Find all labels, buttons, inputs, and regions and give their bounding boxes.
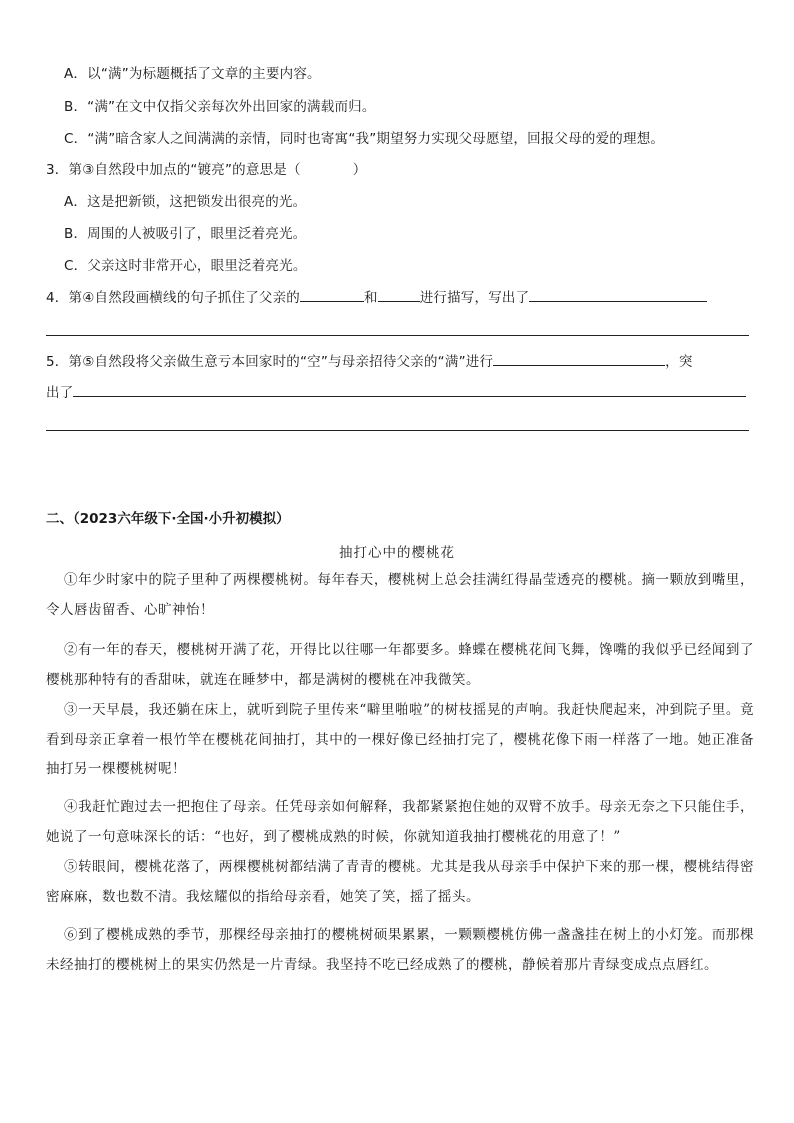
q4-blank-3[interactable]: [529, 287, 707, 302]
q5-text-3: 出了: [46, 385, 74, 401]
q4-text-2: 和: [364, 290, 378, 306]
q3-stem-text: 3．第③自然段中加点的“镀亮”的意思是（: [46, 162, 301, 178]
article-paragraph-3: ③一天早晨，我还躺在床上，就听到院子里传来“噼里啪啦”的树枝摇晃的声响。我赶快爬起来，冲到院子里。竟看到母亲正拿着一根竹竿在樱桃花间抽打，其中的一棵好像已经抽打完了，樱桃花像下雨一样落了一地。她正准备抽打另一棵樱桃树呢！: [46, 702, 754, 777]
article-paragraph-5: ⑤转眼间，樱桃花落了，两棵樱桃树都结满了青青的樱桃。尤其是我从母亲手中保护下来的那一棵，樱桃结得密密麻麻，数也数不清。我炫耀似的指给母亲看，她笑了笑，摇了摇头。: [46, 859, 754, 905]
article-paragraph-4: ④我赶忙跑过去一把抱住了母亲。任凭母亲如何解释，我都紧紧抱住她的双臂不放手。母亲无奈之下只能住手，她说了一句意味深长的话：“也好，到了樱桃成熟的时候，你就知道我抽打樱桃花的用意了！”: [46, 799, 754, 845]
q5-answer-line[interactable]: [46, 430, 749, 431]
q3-option-a: A．这是把新锁，这把锁发出很亮的光。: [64, 194, 307, 210]
q4-line: [46, 287, 707, 308]
article-paragraph-2: ②有一年的春天，樱桃树开满了花，开得比以往哪一年都要多。蜂蝶在樱桃花间飞舞，馋嘴的我似乎已经闻到了樱桃那种特有的香甜味，就连在睡梦中，都是满树的樱桃在冲我微笑。: [46, 642, 754, 688]
q4-text-1: 4．第④自然段画横线的句子抓住了父亲的: [46, 290, 300, 306]
section-heading: 二、（2023六年级下·全国·小升初模拟）: [46, 511, 290, 527]
q5-text-1: 5．第⑤自然段将父亲做生意亏本回家时的“空”与母亲招待父亲的“满”进行: [46, 354, 494, 370]
q2-option-b: B．“满”在文中仅指父亲每次外出回家的满载而归。: [64, 99, 376, 115]
article-title: 抽打心中的樱桃花: [339, 545, 455, 561]
q2-option-a: A．以“满”为标题概括了文章的主要内容。: [64, 66, 321, 82]
q4-blank-1[interactable]: [300, 287, 364, 302]
article-paragraph-1: ①年少时家中的院子里种了两棵樱桃树。每年春天，樱桃树上总会挂满红得晶莹透亮的樱桃。摘一颗放到嘴里，令人唇齿留香、心旷神怡！: [46, 572, 754, 618]
q5-blank-2[interactable]: [73, 382, 746, 397]
q5-line-2: [46, 382, 746, 403]
q3-stem-close: ）: [352, 162, 367, 178]
q4-blank-2[interactable]: [378, 287, 420, 302]
q5-blank-1[interactable]: [493, 351, 665, 366]
q5-line: [46, 351, 693, 372]
q3-stem: [46, 160, 366, 180]
article-paragraph-6: ⑥到了樱桃成熟的季节，那棵经母亲抽打的樱桃树硕果累累，一颗颗樱桃仿佛一盏盏挂在树上的小灯笼。而那棵未经抽打的樱桃树上的果实仍然是一片青绿。我坚持不吃已经成熟了的樱桃，静候着那片青绿变成点点唇红。: [46, 927, 754, 973]
q3-option-c: C．父亲这时非常开心，眼里泛着亮光。: [64, 258, 307, 274]
q2-option-c: C．“满”暗含家人之间满满的亲情，同时也寄寓“我”期望努力实现父母愿望，回报父母的爱的理想。: [64, 131, 665, 147]
q4-answer-line[interactable]: [46, 335, 749, 336]
q5-text-2: ，突: [665, 354, 693, 370]
q3-option-b: B．周围的人被吸引了，眼里泛着亮光。: [64, 226, 307, 242]
q4-text-3: 进行描写，写出了: [419, 290, 530, 306]
